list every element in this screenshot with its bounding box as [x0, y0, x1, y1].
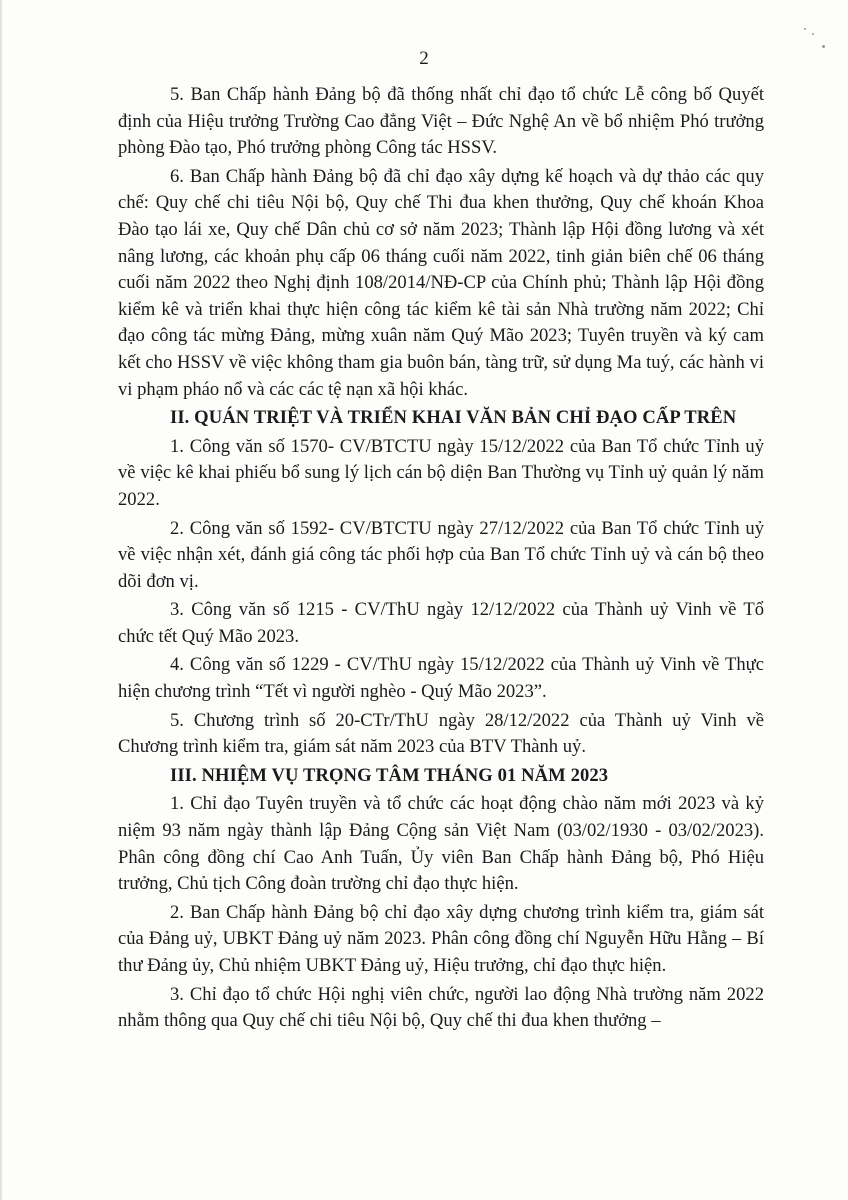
page-number: 2: [419, 48, 429, 69]
task-item-1: 1. Chỉ đạo Tuyên truyền và tổ chức các hoạt động chào năm mới 2023 và kỷ niệm 93 năm ngày thành lập Đảng Cộng sản Việt Nam (03/02/1930 - 03/02/2023). Phân công đồng chí Cao Anh Tuấn, Ủy viên Ban Chấp hành Đảng bộ, Phó Hiệu trưởng, Chủ tịch Công đoàn trường chỉ đạo thực hiện.: [118, 793, 764, 895]
section-heading-ii: II. QUÁN TRIỆT VÀ TRIỂN KHAI VĂN BẢN CHỈ ĐẠO CẤP TRÊN: [170, 407, 737, 429]
scan-speck: [812, 33, 814, 35]
directive-item-2: 2. Công văn số 1592- CV/BTCTU ngày 27/12/2022 của Ban Tổ chức Tỉnh uỷ về việc nhận xét, đánh giá công tác phối hợp của Ban Tổ chức Tỉnh uỷ và cán bộ theo dõi đơn vị.: [118, 517, 764, 592]
task-item-2: 2. Ban Chấp hành Đảng bộ chỉ đạo xây dựng chương trình kiểm tra, giám sát của Đảng uỷ, UBKT Đảng uỷ năm 2023. Phân công đồng chí Nguyễn Hữu Hằng – Bí thư Đảng ủy, Chủ nhiệm UBKT Đảng uỷ, Hiệu trưởng, chỉ đạo thực hiện.: [118, 901, 764, 976]
task-item-3: 3. Chỉ đạo tổ chức Hội nghị viên chức, người lao động Nhà trường năm 2022 nhằm thông qua Quy chế chi tiêu Nội bộ, Quy chế thi đua khen thưởng –: [118, 983, 764, 1032]
paragraph-5-party-decision: 5. Ban Chấp hành Đảng bộ đã thống nhất chỉ đạo tổ chức Lễ công bố Quyết định của Hiệu trưởng Trường Cao đẳng Việt – Đức Nghệ An về bổ nhiệm Phó trưởng phòng Đào tạo, Phó trưởng phòng Công tác HSSV.: [118, 84, 764, 159]
paragraph-6-regulations: 6. Ban Chấp hành Đảng bộ đã chỉ đạo xây dựng kế hoạch và dự thảo các quy chế: Quy chế chi tiêu Nội bộ, Quy chế Thi đua khen thưởng, Quy chế khoán Khoa Đào tạo lái xe, Quy chế Dân chủ cơ sở năm 2023; Thành lập Hội đồng lương và xét nâng lương, các khoản phụ cấp 06 tháng cuối năm 2022, tinh giản biên chế 06 tháng cuối năm 2022 theo Nghị định 108/2014/NĐ-CP của Chính phủ; Thành lập Hội đồng kiểm kê và triển khai thực hiện công tác kiểm kê tài sản Nhà trường năm 2022; Chỉ đạo công tác mừng Đảng, mừng xuân năm Quý Mão 2023; Tuyên truyền và ký cam kết cho HSSV về việc không tham gia buôn bán, tàng trữ, sử dụng Ma tuý, các hành vi vi phạm pháo nổ và các các tệ nạn xã hội khác.: [118, 165, 764, 400]
directive-item-3: 3. Công văn số 1215 - CV/ThU ngày 12/12/2022 của Thành uỷ Vinh về Tổ chức tết Quý Mão 2023.: [118, 599, 764, 647]
directive-item-4: 4. Công văn số 1229 - CV/ThU ngày 15/12/2022 của Thành uỷ Vinh về Thực hiện chương trình “Tết vì người nghèo - Quý Mão 2023”.: [118, 654, 764, 703]
directive-item-1: 1. Công văn số 1570- CV/BTCTU ngày 15/12/2022 của Ban Tổ chức Tỉnh uỷ về việc kê khai phiếu bổ sung lý lịch cán bộ diện Ban Thường vụ Tỉnh uỷ quản lý năm 2022.: [118, 435, 764, 510]
scan-speck: [804, 28, 806, 30]
section-heading-iii: III. NHIỆM VỤ TRỌNG TÂM THÁNG 01 NĂM 2023: [170, 764, 609, 786]
scan-edge-shadow: [0, 0, 3, 1200]
document-body: [118, 82, 764, 1037]
directive-item-5: 5. Chương trình số 20-CTr/ThU ngày 28/12/2022 của Thành uỷ Vinh về Chương trình kiểm tra, giám sát năm 2023 của BTV Thành uỷ.: [118, 709, 764, 758]
